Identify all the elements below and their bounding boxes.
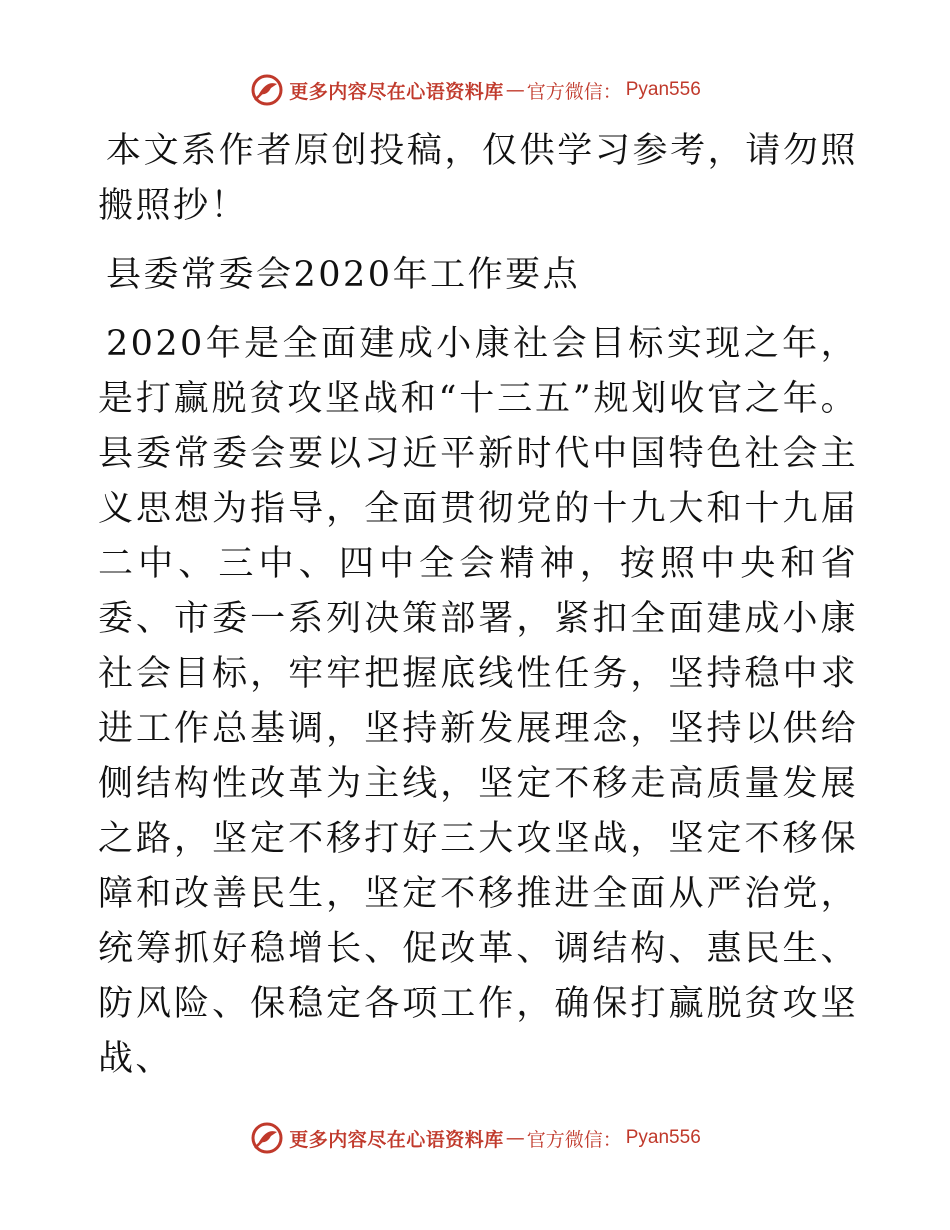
watermark-account: Pyan556	[625, 1127, 701, 1148]
document-content	[98, 124, 858, 1087]
body-paragraph: 2020年是全面建成小康社会目标实现之年，是打赢脱贫攻坚战和“十三五”规划收官之年。县委常委会要以习近平新时代中国特色社会主义思想为指导，全面贯彻党的十九大和十九届二中、三中、四中全会精神，按照中央和省委、市委一系列决策部署，紧扣全面建成小康社会目标，牢牢把握底线性任务，坚持稳中求进工作总基调，坚持新发展理念，坚持以供给侧结构性改革为主线，坚定不移走高质量发展之路，坚定不移打好三大攻坚战，坚定不移保障和改善民生，坚定不移推进全面从严治党，统筹抓好稳增长、促改革、调结构、惠民生、防风险、保稳定各项工作，确保打赢脱贫攻坚战、	[98, 324, 858, 1079]
document-title: 县委常委会2020年工作要点	[106, 255, 581, 295]
watermark-label: 官方微信：	[526, 1128, 622, 1151]
watermark-label: 官方微信：	[526, 80, 622, 103]
watermark-slogan: 更多内容尽在心语资料库	[289, 1128, 504, 1151]
watermark-dash: —	[505, 79, 525, 101]
header-watermark-banner	[0, 70, 950, 110]
watermark-account: Pyan556	[625, 79, 701, 100]
seal-logo-icon	[249, 1120, 285, 1156]
watermark-slogan: 更多内容尽在心语资料库	[289, 80, 504, 103]
seal-logo-icon	[249, 72, 285, 108]
footer-watermark-banner	[0, 1118, 950, 1158]
watermark-dash: —	[505, 1127, 525, 1149]
notice-paragraph: 本文系作者原创投稿，仅供学习参考，请勿照搬照抄！	[98, 131, 858, 226]
